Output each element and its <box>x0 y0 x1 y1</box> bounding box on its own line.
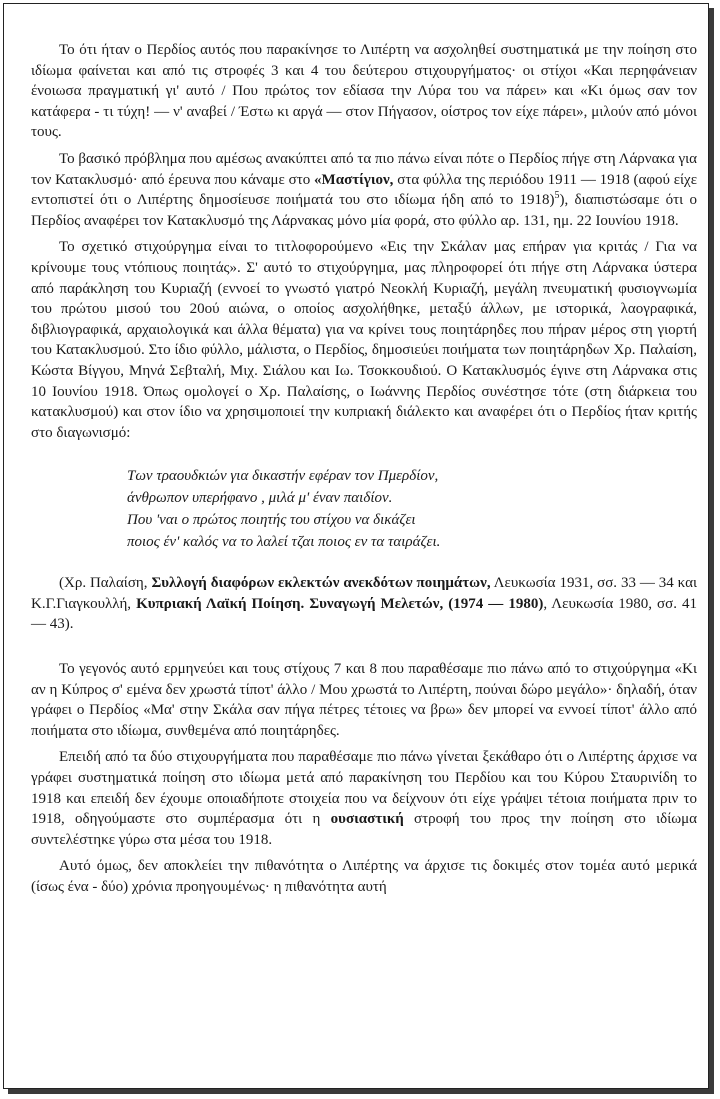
paragraph-5 <box>31 747 697 850</box>
paragraph-5-bold-word: ουσιαστική <box>330 811 404 828</box>
paragraph-2-text-c: ), διαπιστώσαμε ότι ο Περδίος αναφέρει τον Κατακλυσμό της Λάρνακας μόνο μία φορά, στο φύλλο αρ. 131, ημ. 22 Ιουνίου 1918. <box>31 192 697 229</box>
paragraph-3: Το σχετικό στιχούργημα είναι το τιτλοφορούμενο «Εις την Σκάλαν μας επήραν για κριτάς / Για να κρίνουμε τους ντόπιους ποιητάς». Σ' αυτό το στιχούργημα, μας πληροφορεί ότι πήγε στη Λάρνακα ύστερα από παράκληση του Κυριαζή (εννοεί το γνωστό γιατρό Νεοκλή Κυριαζή, μεγάλη πνευματική φυσιογνωμία του πρώτου μισού του 20ού αιώνα, ο οποίος ασχολήθηκε, μεταξύ άλλων, με ιστορικά, λαογραφικά, διβλιογραφικά, αρχαιολογικά και άλλα θέματα) για να κρίνει τους ποιητάρηδες που πήραν μέρος στη γιορτή του Κατακλυσμού. Στο ίδιο φύλλο, μάλιστα, ο Περδίος, δημοσιεύει ποιήματα των ποιητάρηδων Χρ. Παλαίση, Κώστα Βίγγου, Μηνά Σεβταλή, Μιχ. Σιάλου και Ιω. Τσοκκουδιού. Ο Κατακλυσμός έγινε στη Λάρνακα στις 10 Ιουνίου 1918. Όπως ομολογεί ο Χρ. Παλαίσης, ο Ιωάννης Περδίος συνέστησε τότε (στη διάρκεια του κατακλυσμού) και στον ίδιο να χρησιμοποιεί την κυπριακή διάλεκτο και αναφέρει ότι ο Περδίος ήταν κριτής στο διαγωνισμό: <box>31 239 697 441</box>
book-page <box>3 3 709 1089</box>
page-text <box>31 40 697 904</box>
paragraph-2-bold-title: «Μαστίγιον, <box>314 171 394 188</box>
reference-bold-title: Κυπριακή Λαϊκή Ποίηση. Συναγωγή Μελετών, <box>136 595 444 612</box>
reference-text: (Χρ. Παλαίση, <box>59 575 152 592</box>
reference-text: , Λευκωσία 1980, σσ. 41 — 43). <box>31 595 697 633</box>
paragraph-1: Το ότι ήταν ο Περδίος αυτός που παρακίνησε το Λιπέρτη να ασχοληθεί συστηματικά με την ποίηση στο ιδίωμα φαίνεται και από τις στροφές 3 και 4 του δεύτερου στιχουργήματος· οι στίχοι «Και περηφάνειαν ένοιωσα πραγματική γι' αυτό / Που πρώτος τον εδίασα την Λύρα του να πάρει» και «Κι όμως σαν τον κατάφερα - τι τύχη! — ν' αναβεί / Έστω κι αργά — στον Πήγασον, οίστρος τον είχε πάρει», μιλούν από μόνοι τους. <box>31 42 697 141</box>
paragraph-2-text-b: στα φύλλα της περιόδου 1911 — 1918 (αφού είχε εντοπιστεί ότι ο Λιπέρτης δημοσίευσε ποιήματά του στο ιδίωμα ήδη από το 1918) <box>31 171 697 209</box>
paragraph-2-text-a: Το βασικό πρόβλημα που αμέσως ανακύπτει από τα πιο πάνω είναι πότε ο Περδίος πήγε στη Λάρνακα για τον Κατακλυσμό· από έρευνα που κάναμε στο <box>31 150 697 188</box>
reference-text: Λευκωσία 1931, σσ. 33 — 34 και Κ.Γ.Γιαγκουλλή, <box>31 575 698 612</box>
poem-line: Των τραουδκιών για δικαστήν εφέραν τον Πμερδίον, <box>127 468 439 485</box>
poem-line: ποιος έν' καλός να το λαλεί τζαι ποιος εν τα ταιράζει. <box>127 534 441 551</box>
paragraph-5-text-a: Επειδή από τα δύο στιχουργήματα που παραθέσαμε πιο πάνω γίνεται ξεκάθαρο ότι ο Λιπέρτης άρχισε να γράφει συστηματικά ποίηση στο ιδίωμα μετά από παρακίνηση του Περδίου και του Κύρου Σταυρινίδη το 1918 και επειδή δεν έχουμε οποιαδήποτε στοιχεία που να δείχνουν ότι είχε γράψει τέτοια ποιήματα πριν το 1918, οδηγούμαστε στο συμπέρασμα ότι η <box>31 749 697 828</box>
footnote-ref-5: 5 <box>554 190 560 202</box>
poem-line: Που 'ναι ο πρώτος ποιητής του στίχου να δικάζει <box>127 512 416 529</box>
poem-quote <box>127 465 697 553</box>
poem-line: άνθρωπον υπερήφανο , μιλά μ' έναν παιδίον. <box>127 490 393 507</box>
bibliographic-reference <box>31 573 697 635</box>
reference-bold-years: (1974 — 1980) <box>443 595 544 612</box>
paragraph-4: Το γεγονός αυτό ερμηνεύει και τους στίχους 7 και 8 που παραθέσαμε πιο πάνω από το στιχούργημα «Κι αν η Κύπρος σ' εμένα δεν χρωστά τίποτ' άλλο / Μου χρωστά το Λιπέρτη, πούναι δώρο μεγάλο»· δηλαδή, όταν γράφει ο Περδίος «Μα' στην Σκάλα σαν πήγα πέτρες τέτοιες να βρω» δεν μπορεί να εννοεί τίποτ' άλλο από ποιήματα στο ιδίωμα, συνθεμένα από ποιητάρηδες. <box>31 661 697 739</box>
paragraph-2 <box>31 149 697 231</box>
paragraph-6: Αυτό όμως, δεν αποκλείει την πιθανότητα ο Λιπέρτης να άρχισε τις δοκιμές στον τομέα αυτό μερικά (ίσως ένα - δύο) χρόνια προηγουμένως· η πιθανότητα αυτή <box>31 858 697 895</box>
paragraph-5-text-b: στροφή του προς την ποίηση στο ιδίωμα συντελέστηκε γύρω στα μέσα του 1918. <box>31 811 697 848</box>
reference-bold-title: Συλλογή διαφόρων εκλεκτών ανεκδότων ποιημάτων, <box>151 575 491 592</box>
